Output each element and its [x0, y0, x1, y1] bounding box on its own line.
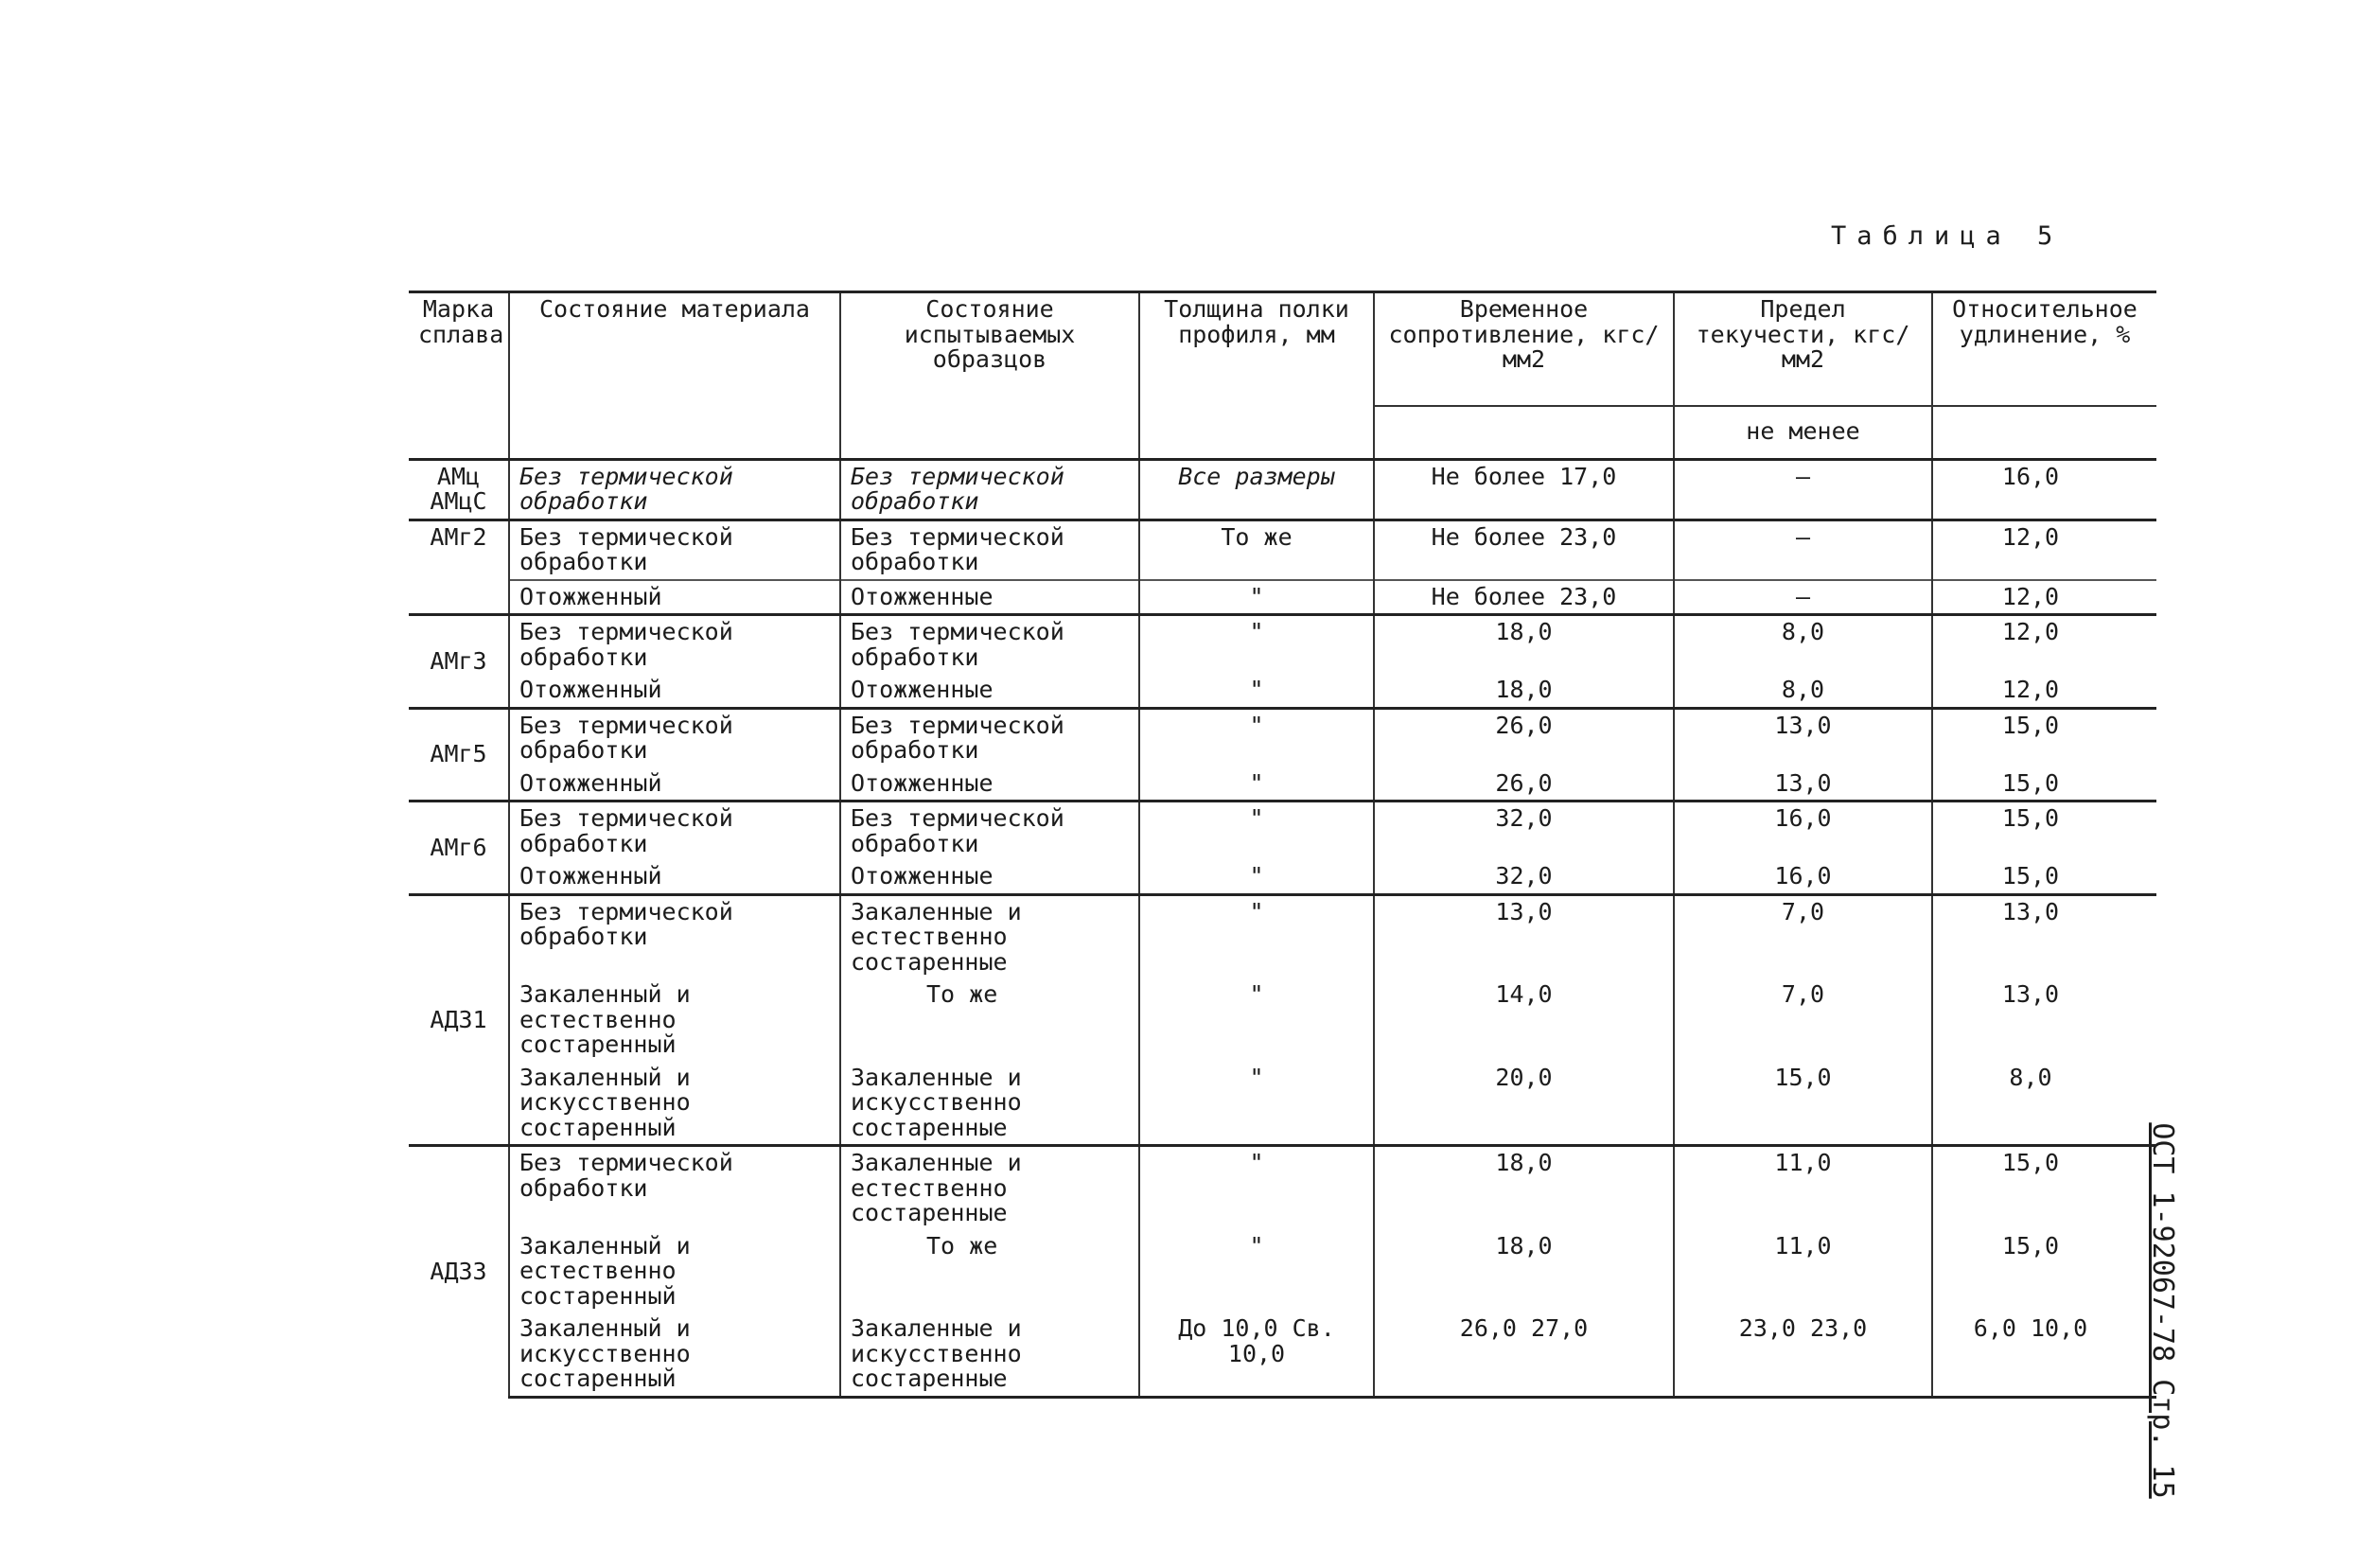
material-condition-cell: Без термической обработки: [509, 802, 840, 861]
tensile-strength-cell: Не более 23,0: [1374, 580, 1674, 615]
tensile-strength-cell: 32,0: [1374, 860, 1674, 894]
sample-condition-cell: Без термической обработки: [840, 615, 1139, 675]
yield-strength-cell: 13,0: [1674, 767, 1932, 802]
sample-condition-cell: То же: [840, 978, 1139, 1062]
header-yield-strength: Предел текучести, кгс/мм2: [1674, 292, 1932, 406]
elongation-cell: 16,0: [1932, 459, 2156, 520]
tensile-strength-cell: 26,0 27,0: [1374, 1313, 1674, 1397]
tensile-strength-cell: 18,0: [1374, 1146, 1674, 1230]
thickness-cell: ": [1139, 708, 1374, 767]
sample-condition-cell: Закаленные и естественно состаренные: [840, 894, 1139, 978]
header-min-note: не менее: [1674, 406, 1932, 460]
table-row: [409, 978, 2156, 1062]
grade-cell: АМг5: [409, 708, 509, 802]
thickness-cell: ": [1139, 1146, 1374, 1230]
sample-condition-cell: Отожженные: [840, 580, 1139, 615]
sample-condition-cell: Без термической обработки: [840, 708, 1139, 767]
elongation-cell: 12,0: [1932, 580, 2156, 615]
sample-condition-cell: Отожженные: [840, 767, 1139, 802]
tensile-strength-cell: Не более 17,0: [1374, 459, 1674, 520]
header-material-condition: Состояние материала: [509, 292, 840, 460]
elongation-cell: 15,0: [1932, 1146, 2156, 1230]
table-row: [409, 1146, 2156, 1230]
tensile-strength-cell: 26,0: [1374, 767, 1674, 802]
tensile-strength-cell: 32,0: [1374, 802, 1674, 861]
tensile-strength-cell: 26,0: [1374, 708, 1674, 767]
yield-strength-cell: 8,0: [1674, 615, 1932, 675]
table-row: [409, 674, 2156, 708]
thickness-cell: ": [1139, 860, 1374, 894]
thickness-cell: ": [1139, 802, 1374, 861]
header-tensile-strength: Временное сопротивление, кгс/мм2: [1374, 292, 1674, 406]
table-row: [409, 802, 2156, 861]
elongation-cell: 13,0: [1932, 894, 2156, 978]
elongation-cell: 8,0: [1932, 1062, 2156, 1146]
tensile-strength-cell: 18,0: [1374, 615, 1674, 675]
yield-strength-cell: 7,0: [1674, 894, 1932, 978]
header-sample-condition: Состояние испытываемых образцов: [840, 292, 1139, 460]
elongation-cell: 12,0: [1932, 615, 2156, 675]
thickness-cell: ": [1139, 767, 1374, 802]
header-min-blank: [1374, 406, 1674, 460]
thickness-cell: ": [1139, 674, 1374, 708]
sample-condition-cell: Отожженные: [840, 860, 1139, 894]
grade-cell: АМг3: [409, 615, 509, 709]
material-condition-cell: Без термической обработки: [509, 708, 840, 767]
yield-strength-cell: 15,0: [1674, 1062, 1932, 1146]
elongation-cell: 15,0: [1932, 860, 2156, 894]
thickness-cell: ": [1139, 580, 1374, 615]
table-row: [409, 520, 2156, 580]
elongation-cell: 15,0: [1932, 802, 2156, 861]
sample-condition-cell: Закаленные и искусственно состаренные: [840, 1313, 1139, 1397]
material-condition-cell: Отожженный: [509, 580, 840, 615]
document-reference: ОСТ 1-92067-78 Стр. 15: [2146, 1122, 2179, 1499]
elongation-cell: 15,0: [1932, 708, 2156, 767]
table-row: [409, 767, 2156, 802]
yield-strength-cell: –: [1674, 520, 1932, 580]
table-row: [409, 1313, 2156, 1397]
table-row: [409, 615, 2156, 675]
grade-cell: АД33: [409, 1146, 509, 1398]
yield-strength-cell: 16,0: [1674, 802, 1932, 861]
thickness-cell: ": [1139, 894, 1374, 978]
material-condition-cell: Без термической обработки: [509, 459, 840, 520]
grade-cell: АМц АМцС: [409, 459, 509, 520]
tensile-strength-cell: 13,0: [1374, 894, 1674, 978]
thickness-cell: То же: [1139, 520, 1374, 580]
thickness-cell: До 10,0 Св. 10,0: [1139, 1313, 1374, 1397]
material-condition-cell: Закаленный и естественно состаренный: [509, 978, 840, 1062]
material-condition-cell: Без термической обработки: [509, 894, 840, 978]
tensile-strength-cell: Не более 23,0: [1374, 520, 1674, 580]
header-grade: Марка сплава: [409, 292, 509, 460]
thickness-cell: ": [1139, 1062, 1374, 1146]
table-row: [409, 860, 2156, 894]
header-thickness: Толщина полки профиля, мм: [1139, 292, 1374, 460]
sample-condition-cell: Закаленные и искусственно состаренные: [840, 1062, 1139, 1146]
table-caption: Таблица 5: [1831, 221, 2064, 251]
table-row: [409, 580, 2156, 615]
sample-condition-cell: Без термической обработки: [840, 459, 1139, 520]
elongation-cell: 15,0: [1932, 1230, 2156, 1313]
elongation-cell: 6,0 10,0: [1932, 1313, 2156, 1397]
material-condition-cell: Без термической обработки: [509, 1146, 840, 1230]
thickness-cell: ": [1139, 978, 1374, 1062]
table-row: [409, 1230, 2156, 1313]
yield-strength-cell: 16,0: [1674, 860, 1932, 894]
material-condition-cell: Без термической обработки: [509, 520, 840, 580]
grade-cell: АМг2: [409, 520, 509, 615]
elongation-cell: 12,0: [1932, 520, 2156, 580]
grade-cell: АД31: [409, 894, 509, 1146]
yield-strength-cell: –: [1674, 580, 1932, 615]
sample-condition-cell: Без термической обработки: [840, 520, 1139, 580]
thickness-cell: ": [1139, 1230, 1374, 1313]
table-row: [409, 1062, 2156, 1146]
elongation-cell: 12,0: [1932, 674, 2156, 708]
material-condition-cell: Отожженный: [509, 674, 840, 708]
yield-strength-cell: 11,0: [1674, 1230, 1932, 1313]
yield-strength-cell: 23,0 23,0: [1674, 1313, 1932, 1397]
table-row: [409, 894, 2156, 978]
header-elongation: Относительное удлинение, %: [1932, 292, 2156, 406]
sample-condition-cell: То же: [840, 1230, 1139, 1313]
thickness-cell: Все размеры: [1139, 459, 1374, 520]
sample-condition-cell: Отожженные: [840, 674, 1139, 708]
table-row: [409, 459, 2156, 520]
yield-strength-cell: 7,0: [1674, 978, 1932, 1062]
tensile-strength-cell: 18,0: [1374, 674, 1674, 708]
grade-cell: АМг6: [409, 802, 509, 895]
yield-strength-cell: 13,0: [1674, 708, 1932, 767]
material-condition-cell: Закаленный и искусственно состаренный: [509, 1313, 840, 1397]
material-condition-cell: Закаленный и искусственно состаренный: [509, 1062, 840, 1146]
sample-condition-cell: Без термической обработки: [840, 802, 1139, 861]
tensile-strength-cell: 14,0: [1374, 978, 1674, 1062]
tensile-strength-cell: 18,0: [1374, 1230, 1674, 1313]
header-min-blank: [1932, 406, 2156, 460]
thickness-cell: ": [1139, 615, 1374, 675]
yield-strength-cell: 8,0: [1674, 674, 1932, 708]
sample-condition-cell: Закаленные и естественно состаренные: [840, 1146, 1139, 1230]
material-condition-cell: Без термической обработки: [509, 615, 840, 675]
material-condition-cell: Отожженный: [509, 767, 840, 802]
elongation-cell: 15,0: [1932, 767, 2156, 802]
elongation-cell: 13,0: [1932, 978, 2156, 1062]
yield-strength-cell: 11,0: [1674, 1146, 1932, 1230]
material-condition-cell: Отожженный: [509, 860, 840, 894]
material-condition-cell: Закаленный и естественно состаренный: [509, 1230, 840, 1313]
tensile-strength-cell: 20,0: [1374, 1062, 1674, 1146]
yield-strength-cell: –: [1674, 459, 1932, 520]
mechanical-properties-table: [409, 291, 2156, 1399]
table-row: [409, 708, 2156, 767]
